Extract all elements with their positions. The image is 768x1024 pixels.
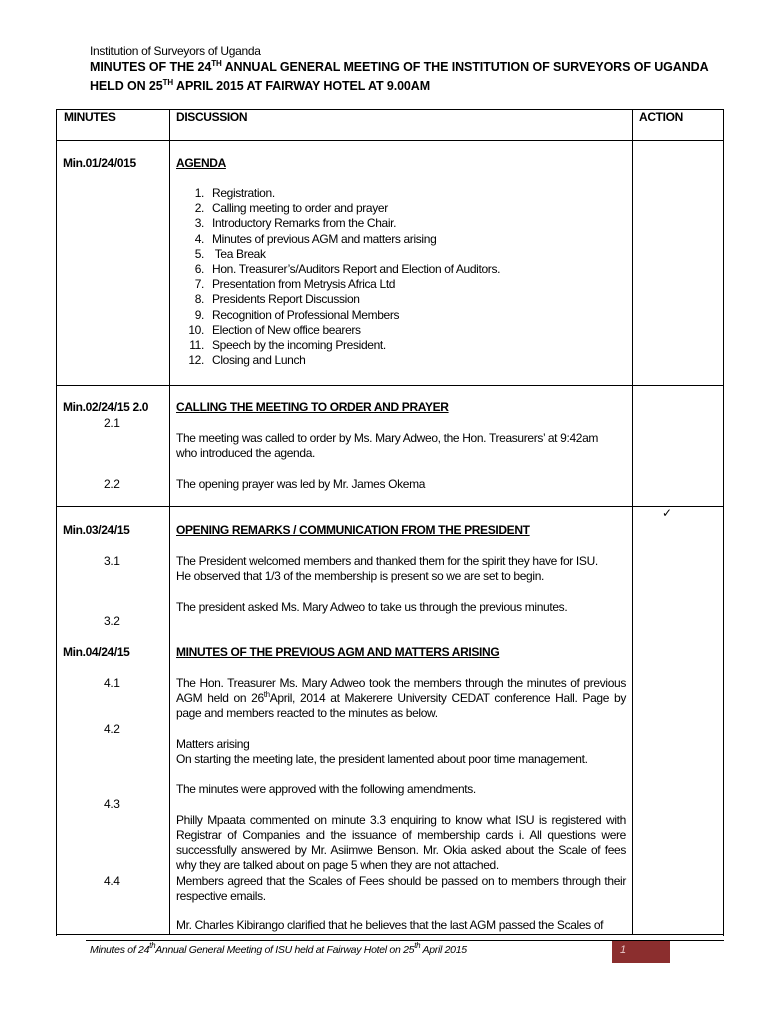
paragraph-4-4-continued: Mr. Charles Kibirango clarified that he believes that the last AGM passed the Scales of	[176, 918, 604, 932]
sub-ref-2-2: 2.2	[104, 477, 120, 491]
paragraph-2-1-line2: who introduced the agenda.	[176, 446, 316, 460]
agenda-item-number: 8.	[194, 292, 204, 307]
agenda-item-text: Closing and Lunch	[212, 353, 306, 368]
paragraph-4-2-line1: Matters arising	[176, 737, 250, 751]
institution-name: Institution of Surveyors of Uganda	[90, 44, 261, 58]
agenda-item	[180, 353, 305, 367]
paragraph-2-1-line1: The meeting was called to order by Ms. Mary Adweo, the Hon. Treasurers’ at 9:42am	[176, 431, 599, 445]
sub-ref-4-1: 4.1	[104, 676, 120, 690]
row-divider-min02	[56, 506, 723, 507]
agenda-item	[180, 216, 396, 230]
agenda-item	[180, 186, 275, 200]
agenda-item-number: 9.	[194, 307, 204, 322]
agenda-item-text: Presentation from Metrysis Africa Ltd	[212, 277, 396, 292]
check-icon: ✓	[662, 506, 673, 520]
agenda-item-number: 4.	[194, 231, 204, 246]
column-divider-minutes	[169, 109, 170, 935]
agenda-item-text: Election of New office bearers	[212, 322, 361, 337]
minute-ref-01: Min.01/24/015	[63, 156, 136, 170]
minute-ref-04: Min.04/24/15	[63, 645, 130, 659]
section-heading-call-to-order: CALLING THE MEETING TO ORDER AND PRAYER	[176, 400, 449, 414]
minute-ref-02: Min.02/24/15 2.0	[63, 400, 149, 414]
agenda-item-number: 10.	[188, 322, 204, 337]
agenda-item-text: Introductory Remarks from the Chair.	[212, 216, 397, 231]
agenda-item-text: Presidents Report Discussion	[212, 292, 360, 307]
agenda-item	[180, 247, 266, 261]
column-divider-action	[632, 109, 633, 935]
sub-ref-4-2: 4.2	[104, 722, 120, 736]
minute-ref-03: Min.03/24/15	[63, 523, 130, 537]
agenda-item	[180, 201, 388, 215]
agenda-item	[180, 308, 399, 322]
agenda-item-number: 11.	[189, 338, 204, 352]
sub-ref-3-2: 3.2	[104, 614, 120, 628]
column-header-minutes: MINUTES	[64, 110, 116, 124]
agenda-item-text: Calling meeting to order and prayer	[212, 201, 388, 216]
section-heading-agenda: AGENDA	[176, 156, 226, 170]
agenda-item-number: 2.	[194, 201, 204, 216]
sub-ref-4-4: 4.4	[104, 874, 120, 888]
agenda-item-number: 12.	[188, 353, 204, 368]
column-header-action: ACTION	[639, 110, 683, 124]
agenda-item	[180, 292, 360, 306]
footer-caption: Minutes of 24thAnnual General Meeting of ISU held at Fairway Hotel on 25th April 2015	[90, 941, 467, 956]
column-header-discussion: DISCUSSION	[176, 110, 248, 124]
document-title-line1: MINUTES OF THE 24TH ANNUAL GENERAL MEETING OF THE INSTITUTION OF SURVEYORS OF UGANDA	[90, 59, 709, 74]
row-divider-header	[56, 140, 723, 141]
sub-ref-2-1: 2.1	[104, 416, 120, 430]
document-title-line2: HELD ON 25TH APRIL 2015 AT FAIRWAY HOTEL AT 9.00AM	[90, 78, 431, 93]
paragraph-4-2-approval: The minutes were approved with the following amendments.	[176, 782, 476, 796]
agenda-item-text: Minutes of previous AGM and matters arising	[212, 231, 437, 246]
row-divider-bottom	[56, 934, 723, 935]
paragraph-4-4: Members agreed that the Scales of Fees should be passed on to members through their respective emails.	[176, 874, 626, 903]
agenda-item-number: 6.	[194, 262, 204, 276]
agenda-item	[180, 262, 500, 276]
agenda-item-text: Speech by the incoming President.	[212, 338, 386, 352]
paragraph-3-1-line1: The President welcomed members and thanked them for the spirit they have for ISU.	[176, 554, 598, 568]
paragraph-4-3: Philly Mpaata commented on minute 3.3 enquiring to know what ISU is registered with Registrar of Companies and the issuance of membership cards i. All questions were successfully answered by Mr. Asiimwe Benson. Mr. Okia asked about the Scale of fees why they are talked about on page 5 when they are not attached.	[176, 813, 626, 872]
paragraph-4-1: The Hon. Treasurer Ms. Mary Adweo took the members through the minutes of previous AGM held on 26thApril, 2014 at Makerere University CEDAT conference Hall. Page by page and members reacted to the minutes as below.	[176, 676, 626, 720]
agenda-item-number: 1.	[194, 186, 204, 200]
agenda-item-number: 7.	[194, 277, 204, 292]
paragraph-2-2: The opening prayer was led by Mr. James Okema	[176, 477, 426, 491]
agenda-item-text: Hon. Treasurer’s/Auditors Report and Election of Auditors.	[212, 262, 501, 276]
sub-ref-4-3: 4.3	[104, 797, 120, 811]
paragraph-3-2: The president asked Ms. Mary Adweo to take us through the previous minutes.	[176, 600, 568, 614]
row-divider-min01	[56, 385, 723, 386]
agenda-item-number: 3.	[194, 216, 204, 231]
agenda-item	[180, 277, 395, 291]
section-heading-opening-remarks: OPENING REMARKS / COMMUNICATION FROM THE PRESIDENT	[176, 523, 530, 537]
section-heading-previous-minutes: MINUTES OF THE PREVIOUS AGM AND MATTERS ARISING	[176, 645, 500, 659]
agenda-item-text: Recognition of Professional Members	[212, 307, 400, 322]
agenda-item	[180, 323, 361, 337]
sub-ref-3-1: 3.1	[104, 554, 120, 568]
agenda-item	[180, 232, 436, 246]
agenda-item-text: Registration.	[212, 186, 275, 200]
paragraph-3-1-line2: He observed that 1/3 of the membership is present so we are set to begin.	[176, 569, 545, 583]
agenda-item	[180, 338, 386, 352]
paragraph-4-2-line2: On starting the meeting late, the president lamented about poor time management.	[176, 752, 588, 766]
page-number: 1	[620, 944, 627, 956]
agenda-item-text: Tea Break	[212, 246, 266, 261]
page-number-box	[612, 941, 670, 963]
agenda-item-number: 5.	[194, 246, 204, 261]
